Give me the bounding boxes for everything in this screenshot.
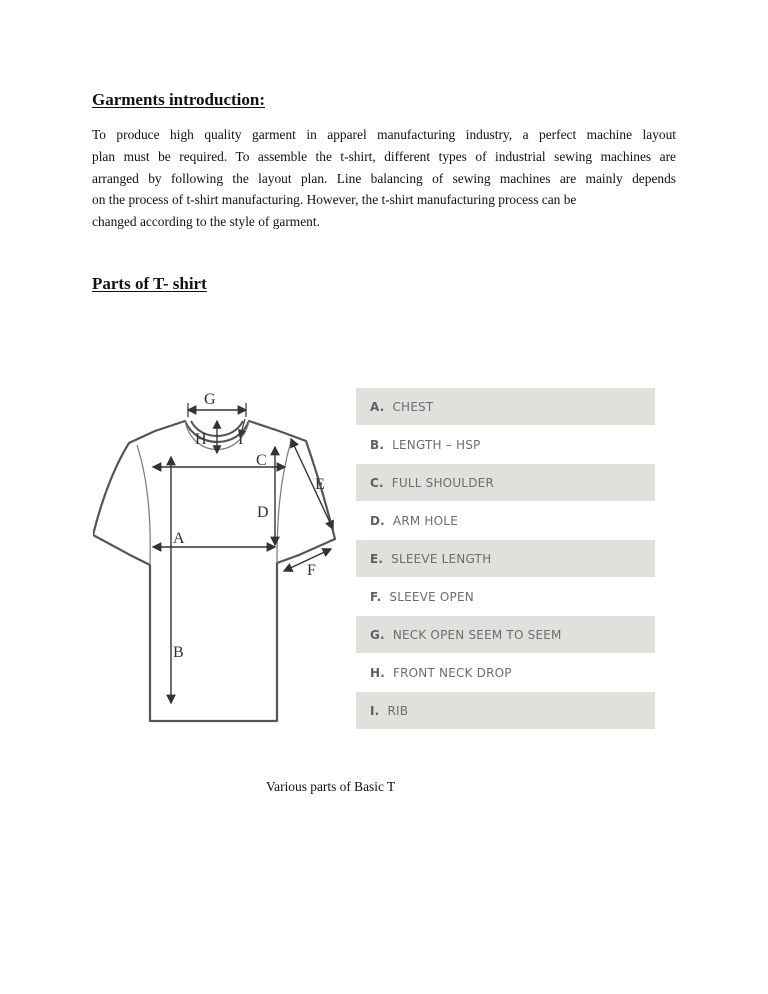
figure-caption: Various parts of Basic T xyxy=(266,779,396,794)
legend-item xyxy=(356,502,655,539)
legend-item xyxy=(356,616,655,653)
legend-item-key: D. xyxy=(370,513,385,528)
label-a: A xyxy=(173,530,185,547)
legend-item xyxy=(356,578,655,615)
label-f: F xyxy=(307,562,316,579)
measurement-legend xyxy=(356,388,655,730)
legend-item-label: NECK OPEN SEEM TO SEEM xyxy=(392,627,562,642)
legend-item-key: C. xyxy=(370,475,384,490)
label-d: D xyxy=(257,504,269,521)
legend-item-label: ARM HOLE xyxy=(392,513,458,528)
legend-item xyxy=(356,388,655,425)
legend-item-key: A. xyxy=(370,399,385,414)
legend-item-key: F. xyxy=(370,589,382,604)
intro-paragraph xyxy=(92,124,692,233)
legend-item-label: LENGTH – HSP xyxy=(392,437,481,452)
tshirt-measurement-figure xyxy=(93,383,655,725)
label-c: C xyxy=(256,452,267,469)
section-heading-garments-introduction: Garments introduction: xyxy=(92,90,265,109)
legend-item-label: CHEST xyxy=(392,399,434,414)
legend-item xyxy=(356,540,655,577)
intro-line-1: To produce high quality garment in apparel manufacturing industry, a perfect machine layout xyxy=(92,127,676,142)
tshirt-diagram xyxy=(93,383,343,725)
intro-line-4: on the process of t-shirt manufacturing. However, the t-shirt manufacturing process can be xyxy=(92,192,577,208)
label-h: H xyxy=(195,431,207,448)
intro-line-5: changed according to the style of garment. xyxy=(92,214,320,230)
label-i: I xyxy=(238,431,244,448)
legend-item-label: FRONT NECK DROP xyxy=(393,665,512,680)
legend-item-key: B. xyxy=(370,437,385,452)
label-e: E xyxy=(315,476,325,493)
legend-item-key: E. xyxy=(370,551,384,566)
legend-item-label: SLEEVE LENGTH xyxy=(391,551,492,566)
label-b: B xyxy=(173,644,184,661)
intro-line-2: plan must be required. To assemble the t-shirt, different types of industrial sewing machines are xyxy=(92,148,676,164)
tshirt-outline xyxy=(93,421,335,721)
legend-item-label: FULL SHOULDER xyxy=(391,475,494,490)
section-heading-parts-of-tshirt: Parts of T- shirt xyxy=(92,274,207,293)
legend-item xyxy=(356,464,655,501)
legend-item-key: H. xyxy=(370,665,386,680)
legend-item xyxy=(356,426,655,463)
legend-item-label: RIB xyxy=(387,703,409,718)
label-g: G xyxy=(204,391,216,408)
legend-item xyxy=(356,654,655,691)
legend-item-key: G. xyxy=(370,627,385,642)
legend-item-key: I. xyxy=(370,703,380,718)
legend-item-label: SLEEVE OPEN xyxy=(389,589,474,604)
intro-line-3: arranged by following the layout plan. Line balancing of sewing machines are mainly depends xyxy=(92,170,676,186)
legend-item xyxy=(356,692,655,729)
